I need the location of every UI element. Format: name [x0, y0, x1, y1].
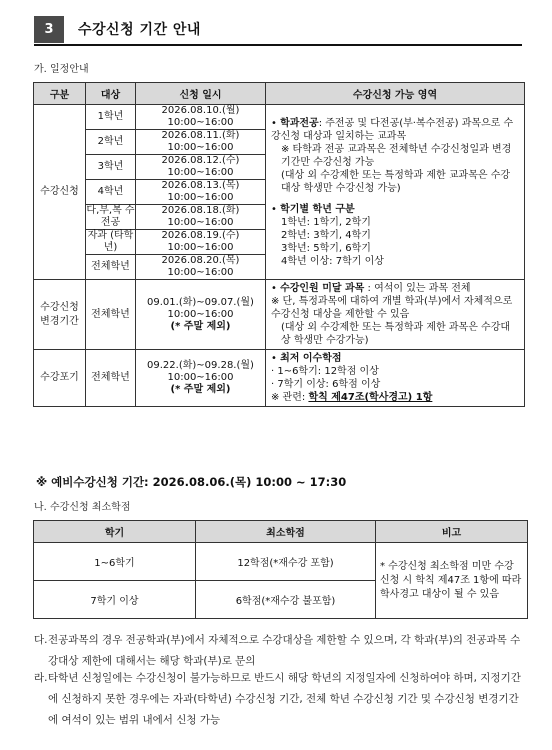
minimum-header-row — [34, 521, 528, 543]
datetime-cell: 09.01.(화)~09.07.(월) 10:00~16:00 (* 주말 제외) — [136, 280, 266, 350]
category-registration: 수강신청 — [34, 105, 86, 280]
category-drop: 수강포기 — [34, 350, 86, 407]
credits-cell: 12학점(*재수강 포함) — [196, 543, 376, 581]
header-note: 비고 — [376, 521, 528, 543]
target-cell: 전체학년 — [86, 280, 136, 350]
section-title: 수강신청 기간 안내 — [78, 22, 201, 38]
header-term: 학기 — [34, 521, 196, 543]
target-cell: 3학년 — [86, 155, 136, 180]
datetime-cell: 2026.08.13.(목) 10:00~16:00 — [136, 180, 266, 205]
table-row — [34, 105, 525, 130]
target-cell: 전체학년 — [86, 350, 136, 407]
datetime-cell: 09.22.(화)~09.28.(월) 10:00~16:00 (* 주말 제외) — [136, 350, 266, 407]
term-cell: 7학기 이상 — [34, 581, 196, 619]
pre-registration-notice: ※ 예비수강신청 기간: 2026.08.06.(목) 10:00 ~ 17:30 — [36, 475, 347, 489]
term-cell: 1~6학기 — [34, 543, 196, 581]
header-credits: 최소학점 — [196, 521, 376, 543]
section-number: 3 — [34, 16, 64, 43]
registration-area: • 학과전공: 주전공 및 다전공(부·복수전공) 과목으로 수강신청 대상과 일치하는 교과목 ※ 타학과 전공 교과목은 전체학년 수강신청일과 변경기간만 수강신청 가능 (대상 외 수강제한 또는 특정학과 제한 교과목은 수강대상 학생만 수강신청 가능) • 학기별 학년 구분 1학년: 1학기, 2학기 2학년: 3학기, 4학기 3학년: 5학기, 6학기 4학년 이상: 7학기 이상 — [266, 105, 525, 280]
target-cell: 전체학년 — [86, 255, 136, 280]
drop-area: • 최저 이수학점 · 1~6학기: 12학점 이상 · 7학기 이상: 6학점 이상 ※ 관련: 학칙 제47조(학사경고) 1항 — [266, 350, 525, 407]
target-cell: 4학년 — [86, 180, 136, 205]
note-cell: * 수강신청 최소학점 미만 수강신청 시 학칙 제47조 1항에 따라 학사경고 대상이 될 수 있음 — [376, 543, 528, 619]
table-row — [34, 350, 525, 407]
target-cell: 다,부,복 수전공 — [86, 205, 135, 228]
note-paragraph-ra: 라. 타학년 신청일에는 수강신청이 불가능하므로 반드시 해당 학년의 지정일자에 신청하여야 하며, 지정기간에 신청하지 못한 경우에는 자과(타학년) 수강신청 기간, 전체 학년 수강신청 기간 및 수강신청 변경기간에 여석이 있는 범위 내에서 신청 가능 — [34, 672, 521, 726]
datetime-cell: 2026.08.11.(화) 10:00~16:00 — [136, 130, 266, 155]
table-row — [34, 280, 525, 350]
header-category: 구분 — [34, 83, 86, 105]
datetime-cell: 2026.08.12.(수) 10:00~16:00 — [136, 155, 266, 180]
minimum-heading: 나. 수강신청 최소학점 — [34, 502, 131, 513]
datetime-cell: 2026.08.19.(수) 10:00~16:00 — [136, 230, 266, 255]
category-change: 수강신청 변경기간 — [34, 280, 86, 350]
target-cell: 2학년 — [86, 130, 136, 155]
target-cell: 1학년 — [86, 105, 136, 130]
schedule-heading: 가. 일정안내 — [34, 64, 89, 75]
credits-cell: 6학점(*재수강 불포함) — [196, 581, 376, 619]
table-row — [34, 543, 528, 581]
note-paragraph-da: 다. 전공과목의 경우 전공학과(부)에서 자체적으로 수강대상을 제한할 수 있으며, 각 학과(부)의 전공과목 수강대상 제한에 대해서는 해당 학과(부)로 문의 — [34, 634, 521, 667]
schedule-header-row — [34, 83, 525, 105]
header-area: 수강신청 가능 영역 — [266, 83, 525, 105]
section-header — [34, 14, 522, 46]
header-datetime: 신청 일시 — [136, 83, 266, 105]
datetime-cell: 2026.08.20.(목) 10:00~16:00 — [136, 255, 266, 280]
schedule-table — [33, 82, 525, 407]
header-target: 대상 — [86, 83, 136, 105]
datetime-cell: 2026.08.10.(월) 10:00~16:00 — [136, 105, 266, 130]
change-area: • 수강인원 미달 과목 : 여석이 있는 과목 전체 ※ 단, 특정과목에 대하여 개별 학과(부)에서 자체적으로 수강신청 대상을 제한할 수 있음 (대상 외 수강제한 또는 특정학과 제한 과목은 수강대상 학생만 수강가능) — [266, 280, 525, 350]
rule-reference-link: 학칙 제47조(학사경고) 1항 — [308, 392, 433, 403]
minimum-credits-table — [33, 520, 528, 619]
target-cell: 자과 (타학년) — [86, 230, 136, 255]
datetime-cell: 2026.08.18.(화) 10:00~16:00 — [136, 205, 266, 230]
